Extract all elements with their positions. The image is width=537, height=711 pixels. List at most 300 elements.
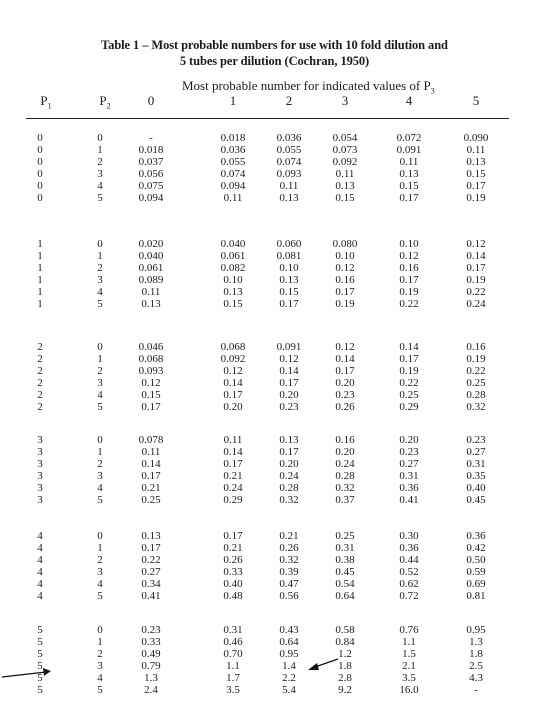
cell-mpn-value: 2.8 — [338, 672, 352, 684]
cell-mpn-value: 0.13 — [466, 156, 486, 168]
cell-mpn-value: 0.10 — [223, 274, 243, 286]
cell-mpn-value: 0.14 — [466, 250, 486, 262]
cell-mpn-value: 0.29 — [223, 494, 243, 506]
cell-mpn-value: 0.31 — [335, 542, 355, 554]
cell-p1: 5 — [37, 624, 43, 636]
cell-mpn-value: 0.20 — [399, 434, 419, 446]
cell-mpn-value: 0.27 — [141, 566, 161, 578]
cell-mpn-value: 2.2 — [282, 672, 296, 684]
cell-mpn-value: 5.4 — [282, 684, 296, 696]
row-pointer-arrow — [0, 660, 60, 680]
column-header-p2 — [90, 93, 120, 111]
cell-p1: 2 — [37, 341, 43, 353]
cell-mpn-value: 0.52 — [399, 566, 419, 578]
cell-p1: 1 — [37, 298, 43, 310]
cell-p2: 2 — [97, 648, 103, 660]
cell-mpn-value: 0.12 — [141, 377, 161, 389]
cell-p1: 4 — [37, 578, 43, 590]
cell-mpn-value: 2.1 — [402, 660, 416, 672]
cell-mpn-value: 0.34 — [141, 578, 161, 590]
cell-mpn-value: 1.8 — [469, 648, 483, 660]
cell-mpn-value: 0.093 — [276, 168, 302, 180]
cell-mpn-value: 0.018 — [138, 144, 164, 156]
cell-mpn-value: 0.35 — [466, 470, 486, 482]
cell-p2: 0 — [97, 238, 103, 250]
cell-mpn-value: 0.16 — [399, 262, 419, 274]
cell-p1: 1 — [37, 274, 43, 286]
cell-mpn-value: 0.056 — [138, 168, 164, 180]
cell-mpn-value: 0.13 — [335, 180, 355, 192]
cell-mpn-value: 0.23 — [399, 446, 419, 458]
cell-mpn-value: 0.49 — [141, 648, 161, 660]
cell-mpn-value: 0.061 — [138, 262, 164, 274]
cell-mpn-value: 0.27 — [466, 446, 486, 458]
cell-mpn-value: 0.060 — [276, 238, 302, 250]
cell-mpn-value: 0.14 — [279, 365, 299, 377]
cell-mpn-value: 0.12 — [466, 238, 486, 250]
cell-mpn-value: 0.11 — [399, 156, 419, 168]
cell-mpn-value: 0.22 — [466, 365, 486, 377]
cell-p2: 0 — [97, 530, 103, 542]
table-title-line2: 5 tubes per dilution (Cochran, 1950) — [179, 54, 370, 68]
cell-mpn-value: 0.38 — [335, 554, 355, 566]
cell-p1: 0 — [37, 180, 43, 192]
cell-mpn-value: 0.11 — [223, 434, 243, 446]
table-title-line1: Table 1 – Most probable numbers for use with 10 fold dilution and — [101, 38, 448, 52]
cell-p1: 1 — [37, 238, 43, 250]
cell-p1: 3 — [37, 470, 43, 482]
cell-mpn-value: 0.13 — [141, 530, 161, 542]
cell-mpn-value: 0.16 — [335, 434, 355, 446]
cell-mpn-value: 0.28 — [279, 482, 299, 494]
cell-mpn-value: 0.81 — [466, 590, 486, 602]
cell-mpn-value: 0.21 — [223, 470, 243, 482]
cell-p1: 3 — [37, 482, 43, 494]
cell-mpn-value: 0.22 — [399, 298, 419, 310]
cell-p2: 0 — [97, 341, 103, 353]
cell-mpn-value: 0.055 — [220, 156, 246, 168]
cell-p2: 5 — [97, 298, 103, 310]
cell-mpn-value: 1.1 — [226, 660, 240, 672]
cell-mpn-value: 0.26 — [223, 554, 243, 566]
cell-p2: 2 — [97, 554, 103, 566]
cell-p2: 5 — [97, 192, 103, 204]
cell-mpn-value: 0.48 — [223, 590, 243, 602]
cell-p2: 2 — [97, 262, 103, 274]
mpn-header-subscript: 3 — [430, 86, 435, 96]
cell-mpn-value: 0.40 — [223, 578, 243, 590]
cell-p2: 3 — [97, 470, 103, 482]
cell-p2: 0 — [97, 434, 103, 446]
cell-mpn-value: 0.080 — [332, 238, 358, 250]
cell-mpn-value: 0.020 — [138, 238, 164, 250]
cell-mpn-value: 0.31 — [223, 624, 243, 636]
cell-mpn-value: 0.36 — [399, 482, 419, 494]
cell-p1: 5 — [37, 648, 43, 660]
cell-mpn-value: 0.036 — [276, 132, 302, 144]
cell-mpn-value: 0.15 — [466, 168, 486, 180]
cell-p1: 5 — [37, 636, 43, 648]
cell-mpn-value: 0.23 — [335, 389, 355, 401]
cell-mpn-value: 0.32 — [466, 401, 486, 413]
cell-p1: 2 — [37, 389, 43, 401]
column-header-p3-5: 5 — [472, 93, 480, 108]
cell-p1: 0 — [37, 156, 43, 168]
cell-mpn-value: - — [149, 132, 153, 144]
cell-mpn-value: 0.054 — [332, 132, 358, 144]
cell-p2: 4 — [97, 180, 103, 192]
cell-pointer-arrow — [303, 653, 343, 675]
cell-mpn-value: 0.15 — [335, 192, 355, 204]
cell-mpn-value: 0.17 — [335, 286, 355, 298]
cell-mpn-value: 0.17 — [141, 470, 161, 482]
cell-mpn-value: 0.23 — [279, 401, 299, 413]
cell-mpn-value: 0.36 — [466, 530, 486, 542]
cell-p1: 4 — [37, 542, 43, 554]
cell-p2: 2 — [97, 156, 103, 168]
cell-p1: 5 — [37, 660, 43, 672]
cell-mpn-value: 0.10 — [399, 238, 419, 250]
cell-mpn-value: 0.20 — [223, 401, 243, 413]
cell-mpn-value: 0.12 — [335, 341, 355, 353]
cell-mpn-value: 0.20 — [335, 446, 355, 458]
cell-mpn-value: 0.040 — [220, 238, 246, 250]
cell-mpn-value: 0.26 — [279, 542, 299, 554]
cell-mpn-value: 0.11 — [335, 168, 355, 180]
cell-mpn-value: 0.37 — [335, 494, 355, 506]
cell-p2: 3 — [97, 274, 103, 286]
cell-mpn-value: 0.14 — [141, 458, 161, 470]
cell-mpn-value: 0.11 — [141, 446, 161, 458]
cell-mpn-value: 0.17 — [279, 446, 299, 458]
cell-mpn-value: 0.24 — [279, 470, 299, 482]
cell-mpn-value: 4.3 — [469, 672, 483, 684]
cell-mpn-value: 0.76 — [399, 624, 419, 636]
cell-mpn-value: 0.29 — [399, 401, 419, 413]
cell-mpn-value: 0.44 — [399, 554, 419, 566]
column-header-p3-4: 4 — [405, 93, 413, 108]
cell-mpn-value: 0.39 — [279, 566, 299, 578]
cell-mpn-value: 0.79 — [141, 660, 161, 672]
cell-mpn-value: 0.19 — [466, 274, 486, 286]
cell-mpn-value: 16.0 — [399, 684, 419, 696]
cell-mpn-value: 0.22 — [466, 286, 486, 298]
cell-mpn-value: 0.23 — [466, 434, 486, 446]
cell-mpn-value: 0.21 — [223, 542, 243, 554]
header-divider — [26, 118, 509, 119]
cell-mpn-value: 0.040 — [138, 250, 164, 262]
mpn-header-text: Most probable number for indicated values of P — [182, 78, 431, 93]
cell-p1: 0 — [37, 132, 43, 144]
cell-mpn-value: 0.56 — [279, 590, 299, 602]
cell-mpn-value: 0.33 — [223, 566, 243, 578]
cell-mpn-value: 0.036 — [220, 144, 246, 156]
cell-p2: 4 — [97, 672, 103, 684]
cell-p2: 2 — [97, 458, 103, 470]
cell-p2: 3 — [97, 660, 103, 672]
cell-mpn-value: 0.12 — [223, 365, 243, 377]
cell-mpn-value: 0.17 — [141, 542, 161, 554]
cell-p2: 3 — [97, 566, 103, 578]
cell-mpn-value: 0.17 — [223, 389, 243, 401]
cell-mpn-value: 0.055 — [276, 144, 302, 156]
cell-mpn-value: 0.11 — [141, 286, 161, 298]
cell-p2: 0 — [97, 132, 103, 144]
cell-mpn-value: 0.16 — [466, 341, 486, 353]
cell-mpn-value: 0.58 — [335, 624, 355, 636]
cell-mpn-value: 2.4 — [144, 684, 158, 696]
cell-mpn-value: 0.091 — [396, 144, 422, 156]
cell-p2: 2 — [97, 365, 103, 377]
cell-mpn-value: 0.26 — [335, 401, 355, 413]
cell-mpn-value: 0.17 — [335, 365, 355, 377]
cell-mpn-value: 0.073 — [332, 144, 358, 156]
cell-mpn-value: - — [474, 684, 478, 696]
cell-mpn-value: 0.11 — [223, 192, 243, 204]
cell-mpn-value: 0.17 — [466, 180, 486, 192]
cell-mpn-value: 0.078 — [138, 434, 164, 446]
cell-mpn-value: 0.59 — [466, 566, 486, 578]
cell-mpn-value: 0.84 — [335, 636, 355, 648]
cell-p2: 4 — [97, 578, 103, 590]
cell-p2: 4 — [97, 286, 103, 298]
cell-p1: 5 — [37, 672, 43, 684]
cell-mpn-value: 0.090 — [463, 132, 489, 144]
cell-mpn-value: 0.17 — [223, 458, 243, 470]
cell-mpn-value: 0.082 — [220, 262, 246, 274]
cell-mpn-value: 0.11 — [279, 180, 299, 192]
column-header-p3-3: 3 — [341, 93, 349, 108]
cell-mpn-value: 0.31 — [399, 470, 419, 482]
cell-mpn-value: 0.13 — [223, 286, 243, 298]
cell-mpn-value: 1.7 — [226, 672, 240, 684]
cell-mpn-value: 0.64 — [279, 636, 299, 648]
cell-mpn-value: 0.19 — [466, 192, 486, 204]
cell-mpn-value: 0.17 — [141, 401, 161, 413]
cell-p2: 1 — [97, 542, 103, 554]
cell-mpn-value: 0.094 — [220, 180, 246, 192]
cell-p2: 5 — [97, 684, 103, 696]
cell-mpn-value: 0.15 — [399, 180, 419, 192]
cell-p2: 5 — [97, 401, 103, 413]
cell-mpn-value: 0.12 — [279, 353, 299, 365]
cell-mpn-value: 0.72 — [399, 590, 419, 602]
cell-mpn-value: 0.24 — [466, 298, 486, 310]
cell-p1: 0 — [37, 168, 43, 180]
cell-mpn-value: 0.45 — [466, 494, 486, 506]
cell-mpn-value: 0.10 — [335, 250, 355, 262]
cell-mpn-value: 0.50 — [466, 554, 486, 566]
cell-mpn-value: 0.12 — [335, 262, 355, 274]
column-header-p1-letter: P — [40, 93, 48, 108]
cell-mpn-value: 0.10 — [279, 262, 299, 274]
cell-mpn-value: 0.13 — [279, 192, 299, 204]
cell-mpn-value: 9.2 — [338, 684, 352, 696]
cell-mpn-value: 0.061 — [220, 250, 246, 262]
cell-mpn-value: 0.092 — [332, 156, 358, 168]
cell-mpn-value: 0.22 — [399, 377, 419, 389]
cell-mpn-value: 0.23 — [141, 624, 161, 636]
cell-mpn-value: 0.14 — [223, 377, 243, 389]
cell-mpn-value: 0.64 — [335, 590, 355, 602]
cell-p2: 4 — [97, 482, 103, 494]
cell-mpn-value: 0.13 — [141, 298, 161, 310]
cell-mpn-value: 0.54 — [335, 578, 355, 590]
cell-mpn-value: 0.19 — [335, 298, 355, 310]
cell-mpn-value: 0.018 — [220, 132, 246, 144]
cell-p2: 5 — [97, 590, 103, 602]
cell-mpn-value: 0.21 — [141, 482, 161, 494]
cell-mpn-value: 0.19 — [399, 286, 419, 298]
cell-mpn-value: 0.28 — [466, 389, 486, 401]
cell-p2: 3 — [97, 377, 103, 389]
cell-mpn-value: 0.45 — [335, 566, 355, 578]
cell-mpn-value: 0.068 — [220, 341, 246, 353]
cell-mpn-value: 0.30 — [399, 530, 419, 542]
cell-mpn-value: 1.4 — [282, 660, 296, 672]
cell-mpn-value: 0.15 — [223, 298, 243, 310]
column-header-p2-subscript: 2 — [106, 101, 111, 111]
column-header-p3-1: 1 — [229, 93, 237, 108]
cell-mpn-value: 0.28 — [335, 470, 355, 482]
cell-mpn-value: 0.091 — [276, 341, 302, 353]
cell-mpn-value: 0.31 — [466, 458, 486, 470]
cell-mpn-value: 0.41 — [141, 590, 161, 602]
cell-p1: 2 — [37, 365, 43, 377]
cell-mpn-value: 0.14 — [335, 353, 355, 365]
cell-mpn-value: 1.2 — [338, 648, 352, 660]
cell-mpn-value: 0.25 — [141, 494, 161, 506]
cell-p2: 1 — [97, 636, 103, 648]
cell-mpn-value: 0.41 — [399, 494, 419, 506]
cell-p1: 2 — [37, 377, 43, 389]
cell-p1: 4 — [37, 530, 43, 542]
cell-mpn-value: 2.5 — [469, 660, 483, 672]
cell-mpn-value: 0.43 — [279, 624, 299, 636]
cell-mpn-value: 0.12 — [399, 250, 419, 262]
cell-mpn-value: 0.089 — [138, 274, 164, 286]
column-header-p3-0: 0 — [147, 93, 155, 108]
cell-mpn-value: 0.20 — [335, 377, 355, 389]
cell-mpn-value: 0.42 — [466, 542, 486, 554]
cell-p1: 1 — [37, 262, 43, 274]
column-header-p3-2: 2 — [285, 93, 293, 108]
cell-mpn-value: 0.16 — [335, 274, 355, 286]
cell-mpn-value: 0.70 — [223, 648, 243, 660]
cell-p1: 5 — [37, 684, 43, 696]
column-header-p2-letter: P — [99, 93, 107, 108]
cell-p1: 3 — [37, 458, 43, 470]
cell-mpn-value: 0.20 — [279, 458, 299, 470]
cell-mpn-value: 0.093 — [138, 365, 164, 377]
cell-mpn-value: 0.95 — [466, 624, 486, 636]
cell-mpn-value: 0.20 — [279, 389, 299, 401]
cell-mpn-value: 0.13 — [399, 168, 419, 180]
cell-mpn-value: 0.62 — [399, 578, 419, 590]
cell-mpn-value: 0.046 — [138, 341, 164, 353]
cell-mpn-value: 0.13 — [279, 274, 299, 286]
cell-mpn-value: 0.17 — [399, 192, 419, 204]
cell-mpn-value: 0.037 — [138, 156, 164, 168]
cell-mpn-value: 0.40 — [466, 482, 486, 494]
cell-mpn-value: 0.14 — [223, 446, 243, 458]
cell-mpn-value: 0.17 — [399, 353, 419, 365]
cell-p1: 0 — [37, 192, 43, 204]
cell-mpn-value: 0.072 — [396, 132, 422, 144]
cell-p2: 1 — [97, 446, 103, 458]
cell-mpn-value: 3.5 — [226, 684, 240, 696]
cell-mpn-value: 3.5 — [402, 672, 416, 684]
cell-p1: 4 — [37, 590, 43, 602]
cell-mpn-value: 1.5 — [402, 648, 416, 660]
cell-mpn-value: 0.95 — [279, 648, 299, 660]
cell-mpn-value: 0.094 — [138, 192, 164, 204]
cell-mpn-value: 0.24 — [223, 482, 243, 494]
cell-mpn-value: 0.14 — [399, 341, 419, 353]
cell-mpn-value: 0.47 — [279, 578, 299, 590]
cell-p1: 2 — [37, 353, 43, 365]
cell-mpn-value: 0.081 — [276, 250, 302, 262]
cell-mpn-value: 0.074 — [220, 168, 246, 180]
cell-mpn-value: 1.3 — [469, 636, 483, 648]
cell-p2: 5 — [97, 494, 103, 506]
cell-mpn-value: 0.17 — [279, 298, 299, 310]
cell-mpn-value: 0.19 — [466, 353, 486, 365]
column-header-p1 — [31, 93, 61, 111]
cell-mpn-value: 0.17 — [223, 530, 243, 542]
cell-mpn-value: 0.17 — [399, 274, 419, 286]
cell-p1: 0 — [37, 144, 43, 156]
cell-mpn-value: 0.69 — [466, 578, 486, 590]
cell-p1: 2 — [37, 401, 43, 413]
cell-mpn-value: 0.11 — [466, 144, 486, 156]
cell-p1: 3 — [37, 434, 43, 446]
cell-mpn-value: 0.21 — [279, 530, 299, 542]
cell-mpn-value: 0.25 — [399, 389, 419, 401]
cell-mpn-value: 0.22 — [141, 554, 161, 566]
cell-mpn-value: 0.13 — [279, 434, 299, 446]
cell-mpn-value: 0.32 — [279, 554, 299, 566]
cell-p2: 1 — [97, 250, 103, 262]
cell-p1: 3 — [37, 494, 43, 506]
cell-mpn-value: 0.25 — [335, 530, 355, 542]
cell-p2: 1 — [97, 144, 103, 156]
cell-mpn-value: 0.32 — [335, 482, 355, 494]
cell-mpn-value: 1.3 — [144, 672, 158, 684]
cell-p2: 1 — [97, 353, 103, 365]
cell-mpn-value: 0.46 — [223, 636, 243, 648]
cell-p1: 4 — [37, 566, 43, 578]
cell-mpn-value: 1.8 — [338, 660, 352, 672]
cell-mpn-value: 0.32 — [279, 494, 299, 506]
cell-p1: 4 — [37, 554, 43, 566]
cell-p1: 3 — [37, 446, 43, 458]
cell-mpn-value: 0.33 — [141, 636, 161, 648]
cell-mpn-value: 0.36 — [399, 542, 419, 554]
cell-mpn-value: 0.27 — [399, 458, 419, 470]
cell-mpn-value: 0.068 — [138, 353, 164, 365]
cell-mpn-value: 0.075 — [138, 180, 164, 192]
cell-p2: 3 — [97, 168, 103, 180]
cell-mpn-value: 0.19 — [399, 365, 419, 377]
cell-mpn-value: 0.074 — [276, 156, 302, 168]
cell-mpn-value: 0.15 — [141, 389, 161, 401]
cell-p2: 4 — [97, 389, 103, 401]
column-header-p1-subscript: 1 — [47, 101, 52, 111]
cell-mpn-value: 0.092 — [220, 353, 246, 365]
cell-mpn-value: 0.24 — [335, 458, 355, 470]
cell-p2: 0 — [97, 624, 103, 636]
